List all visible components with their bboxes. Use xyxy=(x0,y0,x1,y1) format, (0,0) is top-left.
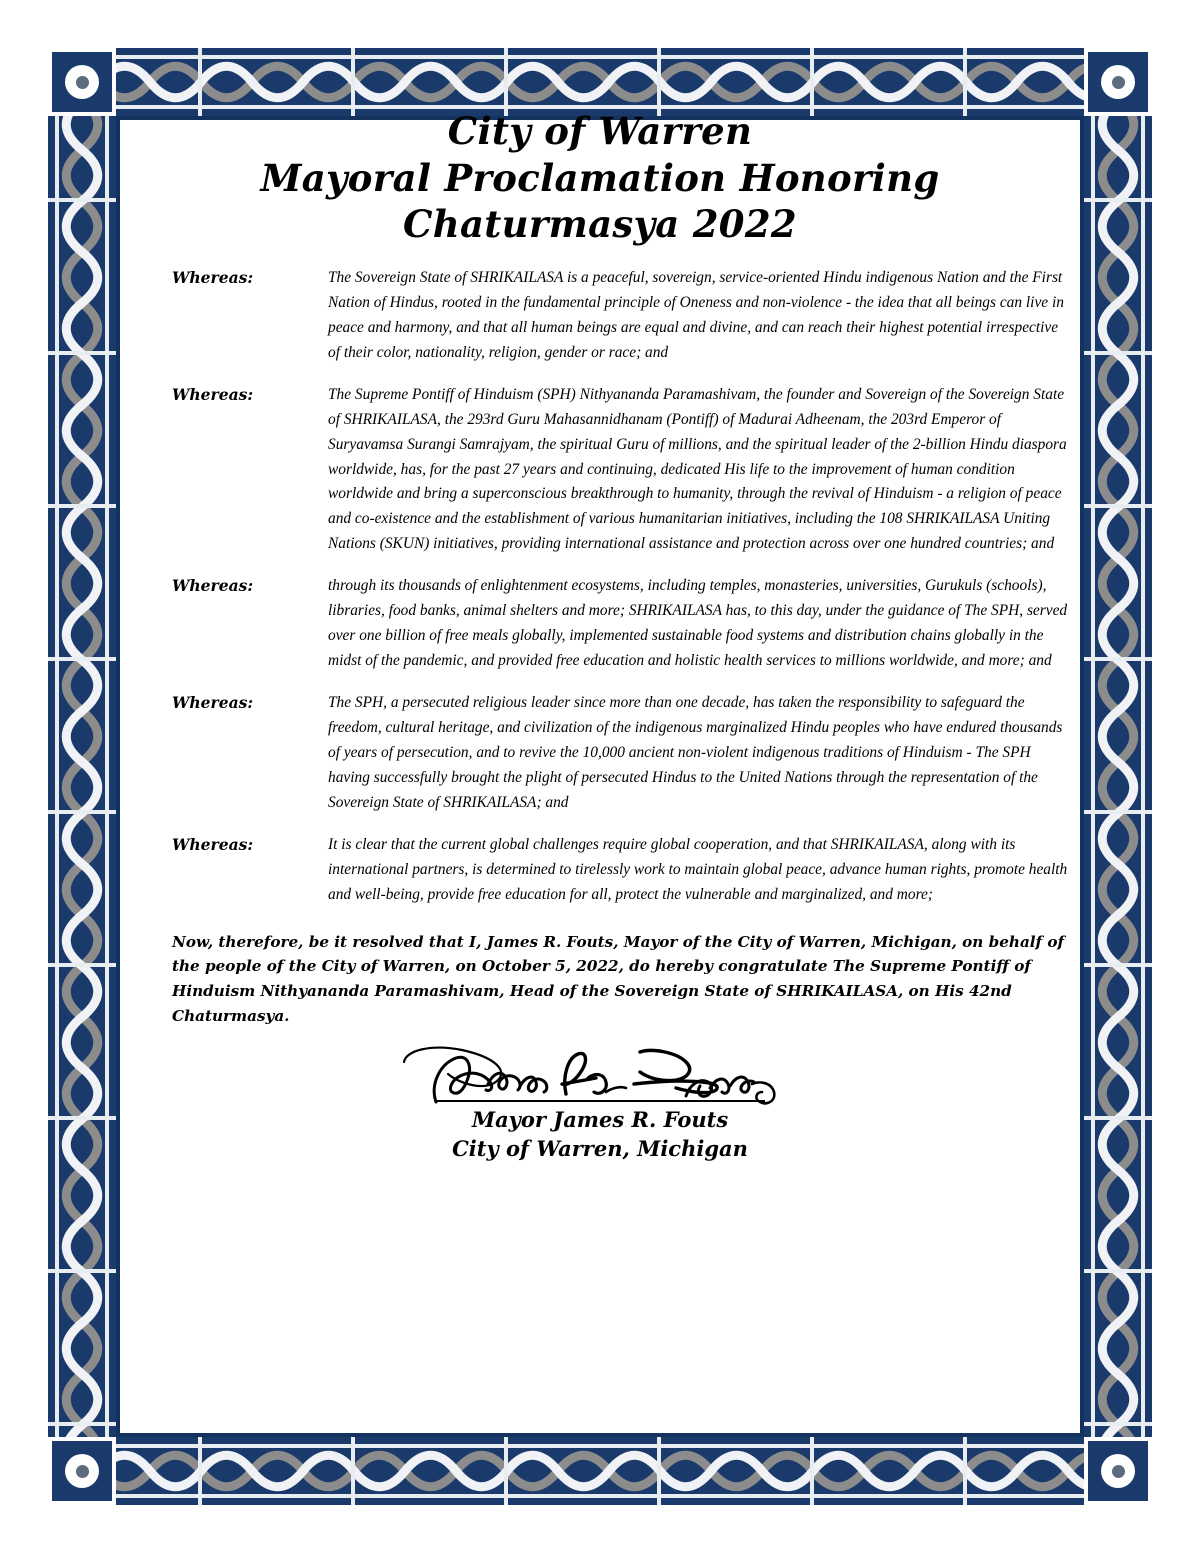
corner-medallion-bottom-right xyxy=(1084,1437,1152,1505)
whereas-clause-5 xyxy=(120,833,1080,908)
resolution-paragraph: Now, therefore, be it resolved that I, James R. Fouts, Mayor of the City of Warren, Michigan, on behalf of the people of the City of Warren, on October 5, 2022, do hereby congratulate The Supreme Pontiff of Hinduism Nithyananda Paramashivam, Head of the Sovereign State of SHRIKAILASA, on His 42nd Chaturmasya. xyxy=(172,932,1065,1025)
ring-icon xyxy=(1101,1454,1135,1488)
title-line-3: Chaturmasya 2022 xyxy=(403,202,797,247)
title-line-1: City of Warren xyxy=(447,109,753,153)
signatory-office: City of Warren, Michigan xyxy=(452,1135,748,1161)
whereas-label: Whereas: xyxy=(172,384,254,404)
whereas-text: The SPH, a persecuted religious leader since more than one decade, has taken the responsibility to safeguard the freedom, cultural heritage, and civilization of the indigenous marginalized Hindu peoples who have endured thousands of years of persecution, and to revive the 10,000 ancient non-violent indigenous traditions of Hinduism - The SPH having successfully brought the plight of persecuted Hindus to the United Nations through the representation of the Sovereign State of SHRIKAILASA; and xyxy=(328,694,1063,811)
whereas-clause-2 xyxy=(120,383,1080,558)
signatory-name: Mayor James R. Fouts xyxy=(471,1107,729,1133)
whereas-text: It is clear that the current global challenges require global cooperation, and that SHRIKAILASA, along with its international partners, is determined to tirelessly work to maintain global peace, advance human rights, promote health and well-being, provide free education for all, protect the vulnerable and marginalized, and more; xyxy=(328,835,1068,903)
whereas-clause-1 xyxy=(120,266,1080,366)
whereas-clause-3 xyxy=(120,574,1080,674)
ring-icon xyxy=(65,1454,99,1488)
dot-icon xyxy=(1112,76,1125,89)
document-content xyxy=(120,100,1080,1460)
whereas-clause-4 xyxy=(120,691,1080,816)
celtic-knot-pattern-icon xyxy=(48,48,116,1505)
whereas-label: Whereas: xyxy=(172,693,254,713)
signature-block xyxy=(120,1040,1080,1163)
dot-icon xyxy=(1112,1465,1125,1478)
border-band-left xyxy=(48,48,116,1505)
corner-medallion-top-right xyxy=(1084,48,1152,116)
whereas-text: through its thousands of enlightenment ecosystems, including temples, monasteries, universities, Gurukuls (schools), libraries, food banks, animal shelters and more; SHRIKAILASA has, to this day, under the guidance of The SPH, served over one billion of free meals globally, implemented sustainable food systems and distribution chains globally in the midst of the pandemic, and provided free education and holistic health services to millions worldwide, and more; and xyxy=(328,577,1068,670)
dot-icon xyxy=(76,1465,89,1478)
page-title xyxy=(120,108,1080,248)
whereas-text: The Supreme Pontiff of Hinduism (SPH) Nithyananda Paramashivam, the founder and Sovereign of the Sovereign State of SHRIKAILASA, the 293rd Guru Mahasannidhanam (Pontiff) of Madurai Adheenam, the 203rd Emperor of Suryavamsa Surangi Samrajyam, the spiritual Guru of millions, and the spiritual leader of the 2-billion Hindu diaspora worldwide, has, for the past 27 years and continuing, dedicated His life to the improvement of human condition worldwide and bring a superconscious breakthrough to humanity, through the revival of Hinduism - a religion of peace and co-existence and the establishment of various humanitarian initiatives, including the 108 SHRIKAILASA Uniting Nations (SKUN) initiatives, providing international assistance and protection across over one hundred countries; and xyxy=(328,385,1067,553)
celtic-knot-pattern-icon xyxy=(1084,48,1152,1505)
whereas-label: Whereas: xyxy=(172,576,254,596)
corner-medallion-bottom-left xyxy=(48,1437,116,1505)
ring-icon xyxy=(1101,65,1135,99)
whereas-text: The Sovereign State of SHRIKAILASA is a peaceful, sovereign, service-oriented Hindu indigenous Nation and the First Nation of Hindus, rooted in the fundamental principle of Oneness and non-violence - the idea that all beings can live in peace and harmony, and that all human beings are equal and divine, and can reach their highest potential irrespective of their color, nationality, religion, gender or race; and xyxy=(328,268,1064,361)
whereas-label: Whereas: xyxy=(172,267,254,287)
title-line-2: Mayoral Proclamation Honoring xyxy=(260,155,940,200)
corner-medallion-top-left xyxy=(48,48,116,116)
whereas-label: Whereas: xyxy=(172,834,254,854)
ring-icon xyxy=(65,65,99,99)
signature-mark-icon xyxy=(390,1040,810,1114)
border-band-right xyxy=(1084,48,1152,1505)
dot-icon xyxy=(76,76,89,89)
